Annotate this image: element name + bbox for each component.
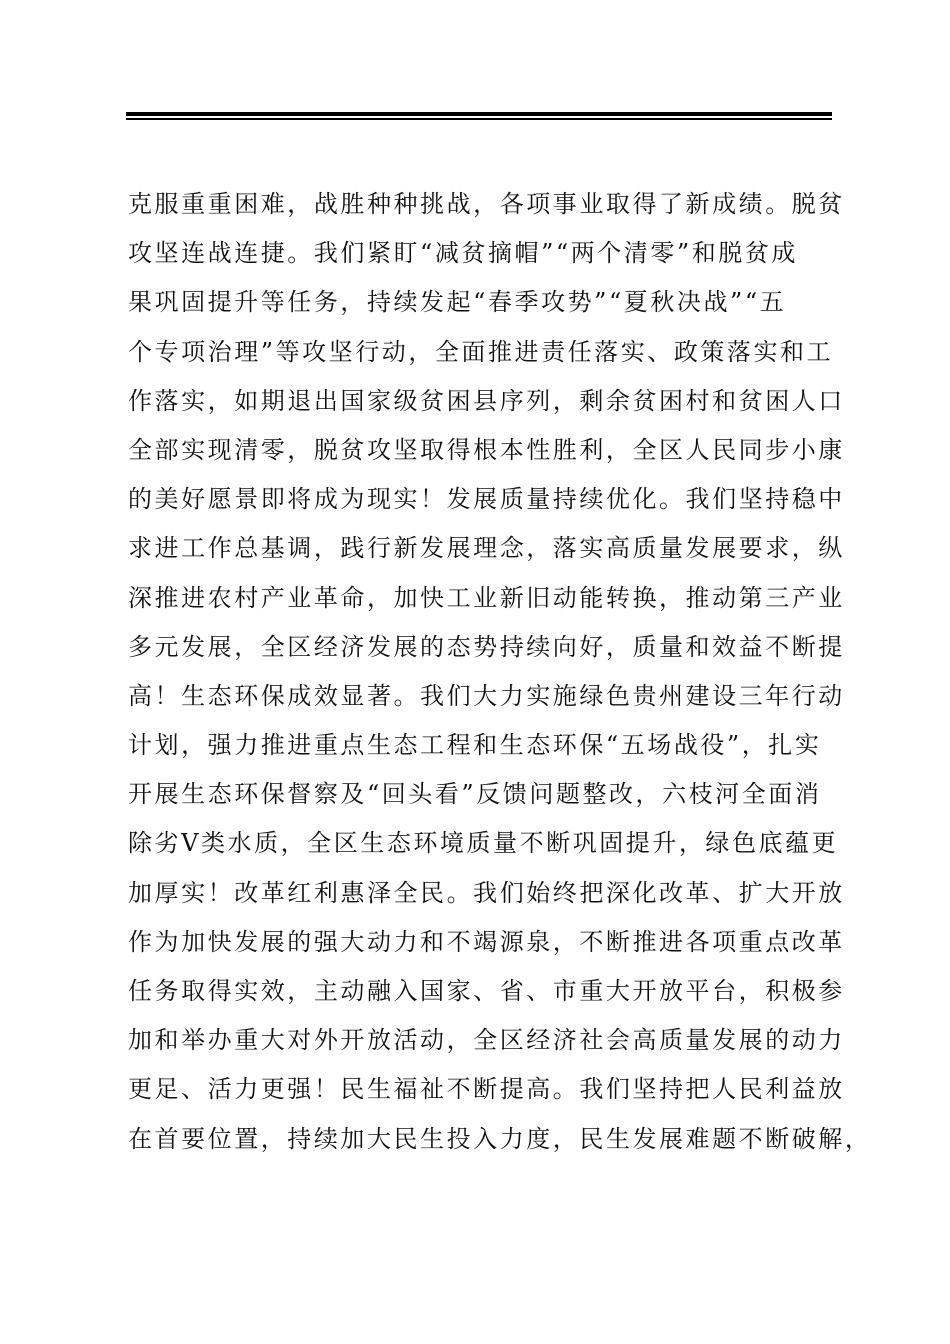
text-line: 更足、活力更强！民生福祉不断提高。我们坚持把人民利益放 <box>128 1075 845 1104</box>
text-line: 果巩固提升等任务，持续发起“春季攻势”“夏秋决战”“五 <box>128 288 787 317</box>
text-line: 个专项治理”等攻坚行动，全面推进责任落实、政策落实和工 <box>128 337 834 366</box>
text-line: 全部实现清零，脱贫攻坚取得根本性胜利，全区人民同步小康 <box>128 435 845 464</box>
text-line: 多元发展，全区经济发展的态势持续向好，质量和效益不断提 <box>128 632 845 661</box>
text-line: 计划，强力推进重点生态工程和生态环保“五场战役”，扎实 <box>128 731 822 760</box>
text-line: 深推进农村产业革命，加快工业新旧动能转换，推动第三产业 <box>128 583 845 612</box>
header-double-rule <box>126 112 832 120</box>
text-line: 的美好愿景即将成为现实！发展质量持续优化。我们坚持稳中 <box>128 485 845 514</box>
text-line: 任务取得实效，主动融入国家、省、市重大开放平台，积极参 <box>128 977 845 1005</box>
body-paragraph <box>128 180 872 1164</box>
text-line: 克服重重困难，战胜种种挑战，各项事业取得了新成绩。脱贫 <box>128 190 845 218</box>
text-line: 作为加快发展的强大动力和不竭源泉，不断推进各项重点改革 <box>128 927 845 956</box>
text-line: 求进工作总基调，践行新发展理念，落实高质量发展要求，纵 <box>128 534 845 563</box>
header-rule-thin <box>126 118 832 120</box>
text-line: 高！生态环保成效显著。我们大力实施绿色贵州建设三年行动 <box>128 681 845 710</box>
text-line: 除劣Ⅴ类水质，全区生态环境质量不断巩固提升，绿色底蕴更 <box>128 829 839 858</box>
text-line: 在首要位置，持续加大民生投入力度，民生发展难题不断破解， <box>128 1124 872 1153</box>
text-line: 开展生态环保督察及“回头看”反馈问题整改，六枝河全面消 <box>128 780 822 809</box>
text-line: 作落实，如期退出国家级贫困县序列，剩余贫困村和贫困人口 <box>128 386 845 415</box>
text-line: 加和举办重大对外开放活动，全区经济社会高质量发展的动力 <box>128 1026 845 1055</box>
text-line: 攻坚连战连捷。我们紧盯“减贫摘帽”“两个清零”和脱贫成 <box>128 239 798 268</box>
text-line: 加厚实！改革红利惠泽全民。我们始终把深化改革、扩大开放 <box>128 878 845 907</box>
header-rule-thick <box>126 112 832 116</box>
